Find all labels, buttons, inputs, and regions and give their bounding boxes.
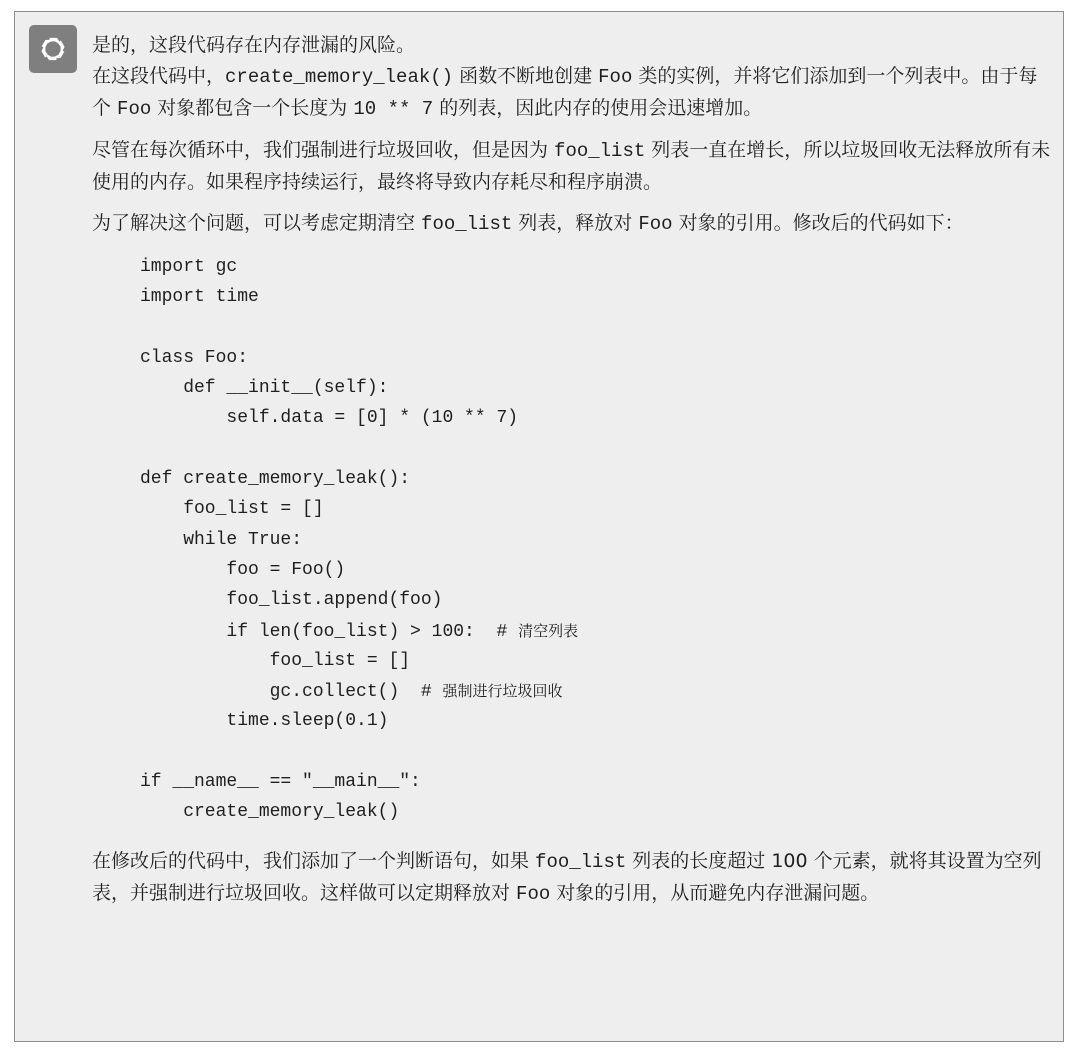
code-line bbox=[140, 737, 1054, 767]
text-segment: 在修改后的代码中，我们添加了一个判断语句，如果 bbox=[92, 849, 536, 872]
inline-code: foo_list bbox=[421, 213, 513, 235]
code-line: foo_list = [] bbox=[140, 650, 411, 671]
message-content bbox=[92, 30, 1054, 910]
inline-code: foo_list bbox=[535, 850, 627, 873]
inline-code: Foo bbox=[117, 98, 152, 120]
text-segment: 对象都包含一个长度为 bbox=[151, 97, 354, 119]
text-segment: 对象的引用。修改后的代码如下： bbox=[672, 212, 964, 234]
code-line: foo_list = [] bbox=[140, 499, 324, 520]
inline-code: create_memory_leak() bbox=[225, 66, 454, 88]
code-line: class Foo: bbox=[140, 347, 249, 368]
code-line: time.sleep(0.1) bbox=[140, 711, 389, 732]
text-segment: 函数不断地创建 bbox=[453, 65, 599, 87]
code-line: foo = Foo() bbox=[140, 559, 346, 580]
text-segment: 的列表，因此内存的使用会迅速增加。 bbox=[433, 97, 763, 119]
code-line: self.data = [0] * (10 ** 7) bbox=[140, 408, 519, 429]
code-line: while True: bbox=[140, 529, 303, 550]
inline-code: 10 ** 7 bbox=[353, 98, 434, 120]
code-block[interactable] bbox=[140, 252, 1054, 828]
text-segment: 类的实例，并将它们添加到一个列表中。由于每个 bbox=[92, 65, 1038, 119]
code-line: import gc bbox=[140, 257, 238, 277]
code-line: import time bbox=[140, 287, 259, 308]
paragraph-summary bbox=[92, 846, 1054, 910]
text-segment: 对象的引用，从而避免内存泄漏问题。 bbox=[550, 881, 880, 904]
text-segment: 在这段代码中， bbox=[92, 65, 226, 87]
paragraph-solution bbox=[92, 208, 1054, 240]
code-line: create_memory_leak() bbox=[140, 802, 400, 823]
inline-code: Foo bbox=[638, 213, 673, 235]
text-segment: 列表一直在增长，所以垃圾回收无法释放所有未使用的内存。如果程序持续运行，最终将导致内存耗尽和程序崩溃。 bbox=[92, 139, 1051, 193]
code-line bbox=[140, 434, 1054, 464]
code-line: foo_list.append(foo) bbox=[140, 590, 443, 611]
text-segment: 列表的长度超过 100 个元素，就将其设置为空列表，并强制进行垃圾回收。这样做可以定期释放对 bbox=[92, 849, 1042, 904]
openai-logo-icon bbox=[36, 32, 70, 66]
inline-code: foo_list bbox=[554, 140, 646, 162]
text-segment: 列表，释放对 bbox=[512, 212, 639, 234]
assistant-avatar bbox=[29, 25, 77, 73]
code-line: if len(foo_list) > 100: # 清空列表 bbox=[140, 621, 579, 642]
inline-code: Foo bbox=[598, 66, 633, 88]
inline-code: Foo bbox=[516, 882, 551, 905]
code-line: def __init__(self): bbox=[140, 378, 389, 399]
paragraph-gc-note bbox=[92, 135, 1054, 198]
code-line: def create_memory_leak(): bbox=[140, 469, 411, 490]
code-line: gc.collect() # 强制进行垃圾回收 bbox=[140, 682, 563, 703]
code-line bbox=[140, 313, 1054, 343]
paragraph-explanation bbox=[92, 61, 1054, 125]
text-segment: 尽管在每次循环中，我们强制进行垃圾回收，但是因为 bbox=[92, 139, 555, 161]
text-segment: 为了解决这个问题，可以考虑定期清空 bbox=[92, 212, 422, 234]
answer-intro: 是的，这段代码存在内存泄漏的风险。 bbox=[92, 34, 416, 56]
assistant-message-panel bbox=[14, 11, 1064, 1042]
code-line: if __name__ == "__main__": bbox=[140, 772, 421, 793]
